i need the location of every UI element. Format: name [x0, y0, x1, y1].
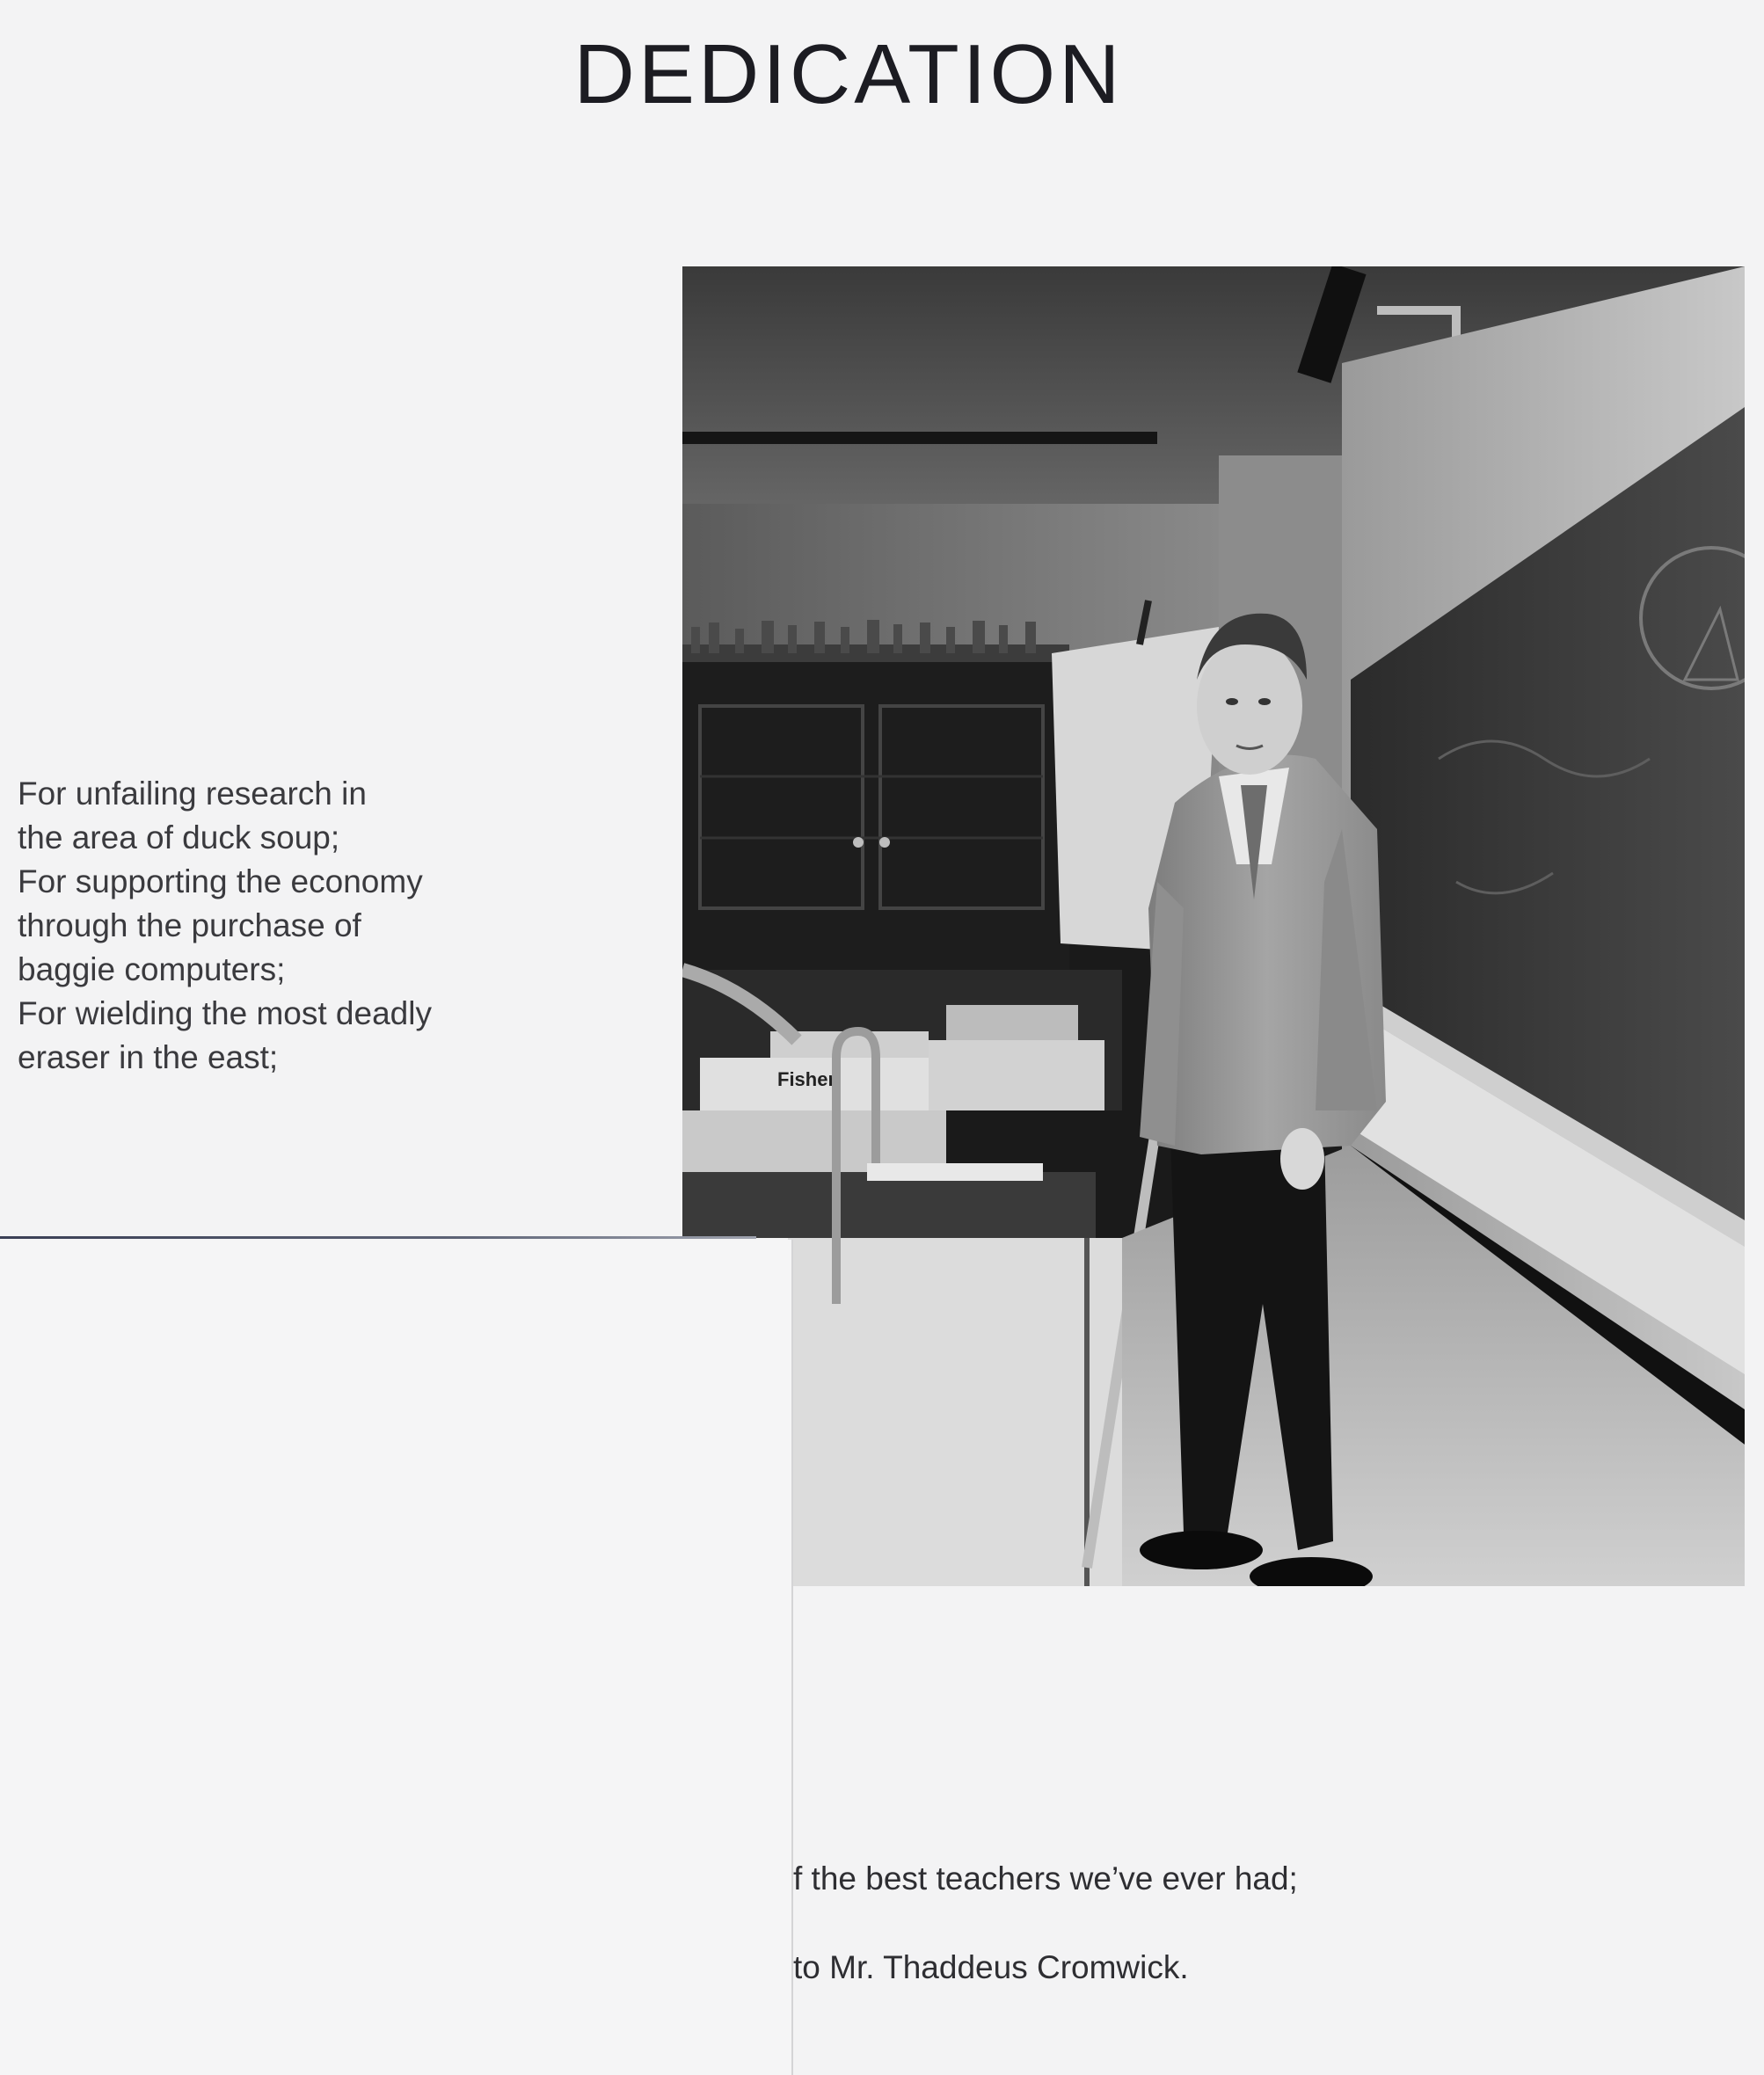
page-title: DEDICATION [573, 27, 1124, 121]
cabinet [682, 653, 1069, 970]
dedication-line: For wielding the most deadly [18, 995, 432, 1031]
dedication-line: For unfailing research in [18, 775, 367, 812]
lab-bench [682, 1172, 1096, 1238]
closing-line-2: to Mr. Thaddeus Cromwick. [793, 1949, 1189, 1985]
dedication-line: through the purchase of [18, 907, 361, 943]
dedication-line: eraser in the east; [18, 1039, 279, 1075]
paste-edge-line [0, 1236, 756, 1239]
pasted-paper-slip [0, 1240, 791, 2075]
dedication-line: the area of duck soup; [18, 819, 340, 855]
closing-line-1: f the best teachers we’ve ever had; [793, 1860, 1298, 1897]
dedication-line: For supporting the economy [18, 863, 423, 899]
box-label: Fisher [777, 1068, 836, 1090]
dedication-line: baggie computers; [18, 951, 286, 987]
dedication-text [18, 772, 563, 1080]
teacher-photo [682, 266, 1745, 1586]
classroom-photo-illustration [682, 266, 1745, 1586]
